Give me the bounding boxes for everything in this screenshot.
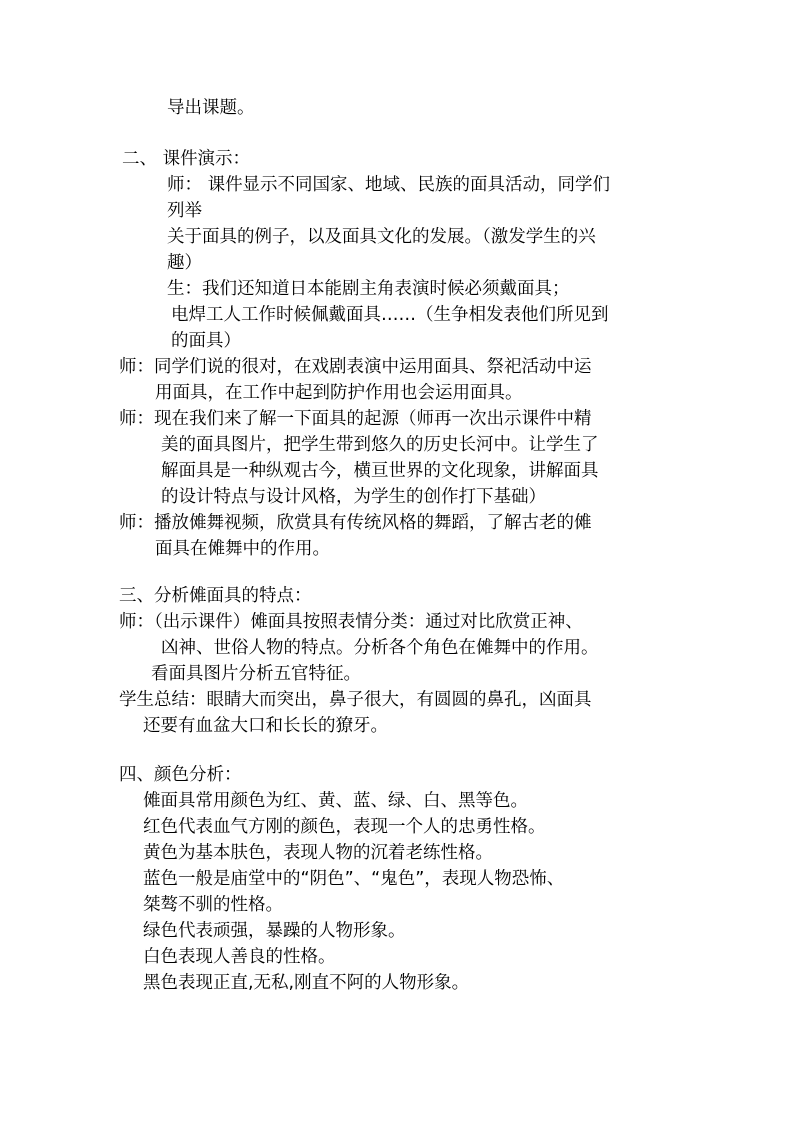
student-paragraph-line: 电焊工人工作时候佩戴面具……（生争相发表他们所见到: [171, 305, 609, 325]
teacher-paragraph-line: 解面具是一种纵观古今，横亘世界的文化现象，讲解面具: [161, 461, 599, 481]
color-analysis-line: 黑色表现正直,无私,刚直不阿的人物形象。: [143, 973, 470, 993]
teacher-paragraph-line: 列举: [167, 201, 202, 221]
color-analysis-line: 蓝色一般是庙堂中的“阴色”、“鬼色”，表现人物恐怖、: [143, 869, 565, 889]
teacher-paragraph-line: 美的面具图片，把学生带到悠久的历史长河中。让学生了: [161, 435, 599, 455]
summary-paragraph-line: 还要有血盆大口和长长的獠牙。: [143, 716, 388, 736]
teacher-paragraph-line: 师：播放傩舞视频，欣赏具有传统风格的舞蹈，了解古老的傩: [119, 513, 592, 533]
student-paragraph-line: 生：我们还知道日本能剧主角表演时候必须戴面具；: [167, 279, 570, 299]
teacher-paragraph-line: 师：同学们说的很对，在戏剧表演中运用面具、祭祀活动中运: [119, 357, 592, 377]
section-4-heading: 四、颜色分析：: [119, 765, 242, 785]
student-paragraph-line: 的面具）: [171, 331, 241, 351]
intro-line: 导出课题。: [167, 98, 255, 118]
color-analysis-line: 白色表现人善良的性格。: [143, 947, 336, 967]
teacher-paragraph-line: 师：现在我们来了解一下面具的起源（师再一次出示课件中精: [119, 409, 592, 429]
teacher-paragraph-line: 面具在傩舞中的作用。: [155, 539, 330, 559]
color-analysis-line: 红色代表血气方刚的颜色，表现一个人的忠勇性格。: [143, 817, 546, 837]
color-analysis-line: 傩面具常用颜色为红、黄、蓝、绿、白、黑等色。: [143, 791, 528, 811]
color-analysis-line: 绿色代表顽强，暴躁的人物形象。: [143, 921, 406, 941]
teacher-paragraph-line: 师：（出示课件）傩面具按照表情分类：通过对比欣赏正神、: [119, 612, 583, 632]
teacher-paragraph-line: 的设计特点与设计风格，为学生的创作打下基础）: [161, 487, 546, 507]
color-analysis-line: 桀骜不驯的性格。: [143, 895, 283, 915]
color-analysis-line: 黄色为基本肤色，表现人物的沉着老练性格。: [143, 843, 493, 863]
teacher-paragraph-line: 趣）: [167, 253, 202, 273]
summary-paragraph-line: 学生总结：眼睛大而突出，鼻子很大，有圆圆的鼻孔，凶面具: [119, 690, 592, 710]
teacher-paragraph-line: 用面具，在工作中起到防护作用也会运用面具。: [155, 383, 523, 403]
teacher-paragraph-line: 关于面具的例子，以及面具文化的发展。（激发学生的兴: [167, 227, 596, 247]
teacher-paragraph-line: 看面具图片分析五官特征。: [151, 664, 361, 684]
section-3-heading: 三、分析傩面具的特点：: [119, 586, 312, 606]
section-2-heading: 二、 课件演示：: [122, 149, 251, 169]
teacher-paragraph-line: 师： 课件显示不同国家、地域、民族的面具活动，同学们: [167, 175, 611, 195]
teacher-paragraph-line: 凶神、世俗人物的特点。分析各个角色在傩舞中的作用。: [161, 638, 599, 658]
